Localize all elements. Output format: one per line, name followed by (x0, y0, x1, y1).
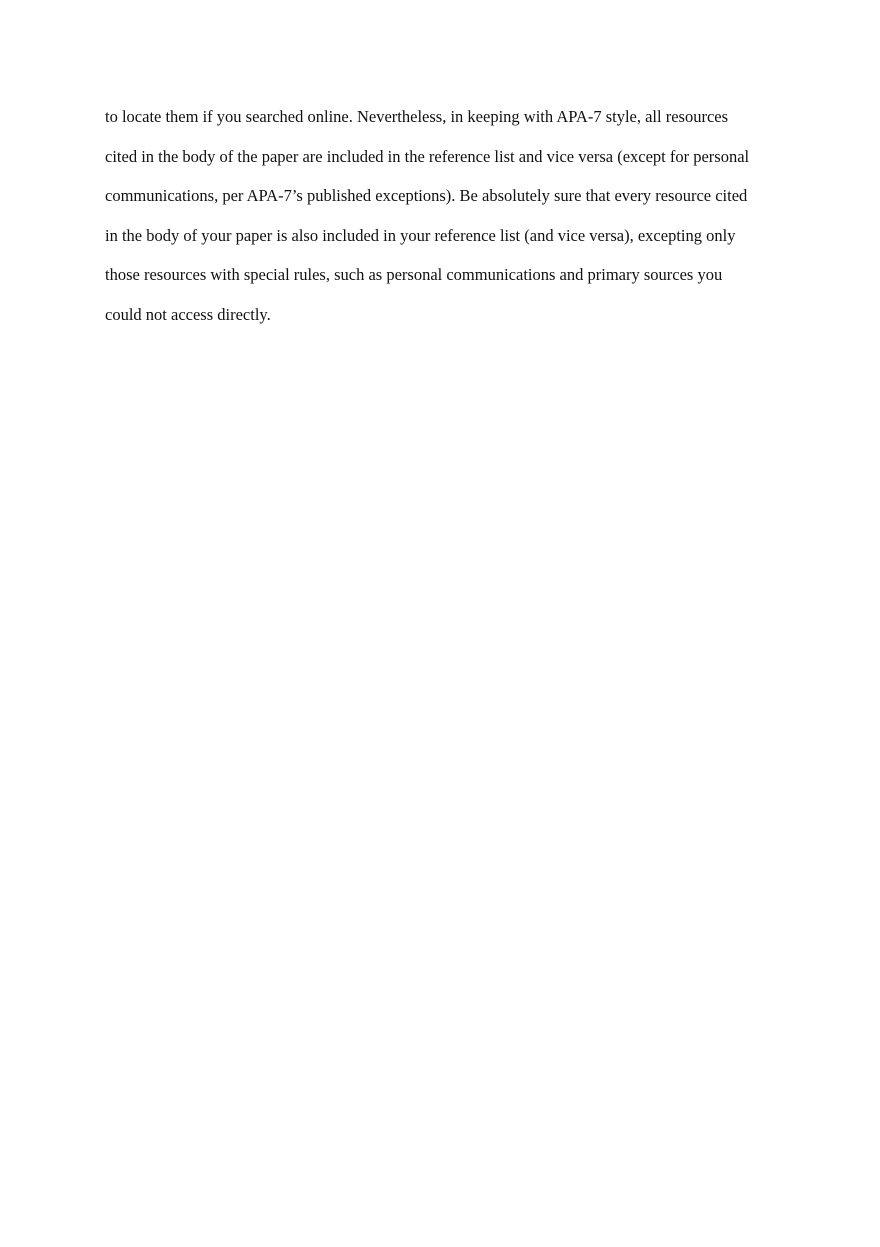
paragraph-line-6: could not access directly. (105, 304, 271, 324)
paragraph-line-1: to locate them if you searched online. Nevertheless, in keeping with APA-7 style, all resources (105, 107, 729, 126)
paragraph-line-4: in the body of your paper is also included in your reference list (and vice versa), excepting only (105, 225, 736, 245)
paragraph-line-2: cited in the body of the paper are included in the reference list and vice versa (except for personal (105, 146, 750, 166)
paragraph-line-5: those resources with special rules, such as personal communications and primary sources you (105, 265, 723, 284)
body-paragraph (105, 100, 795, 337)
paragraph-line-3: communications, per APA-7’s published exceptions). Be absolutely sure that every resource cited (105, 186, 748, 205)
